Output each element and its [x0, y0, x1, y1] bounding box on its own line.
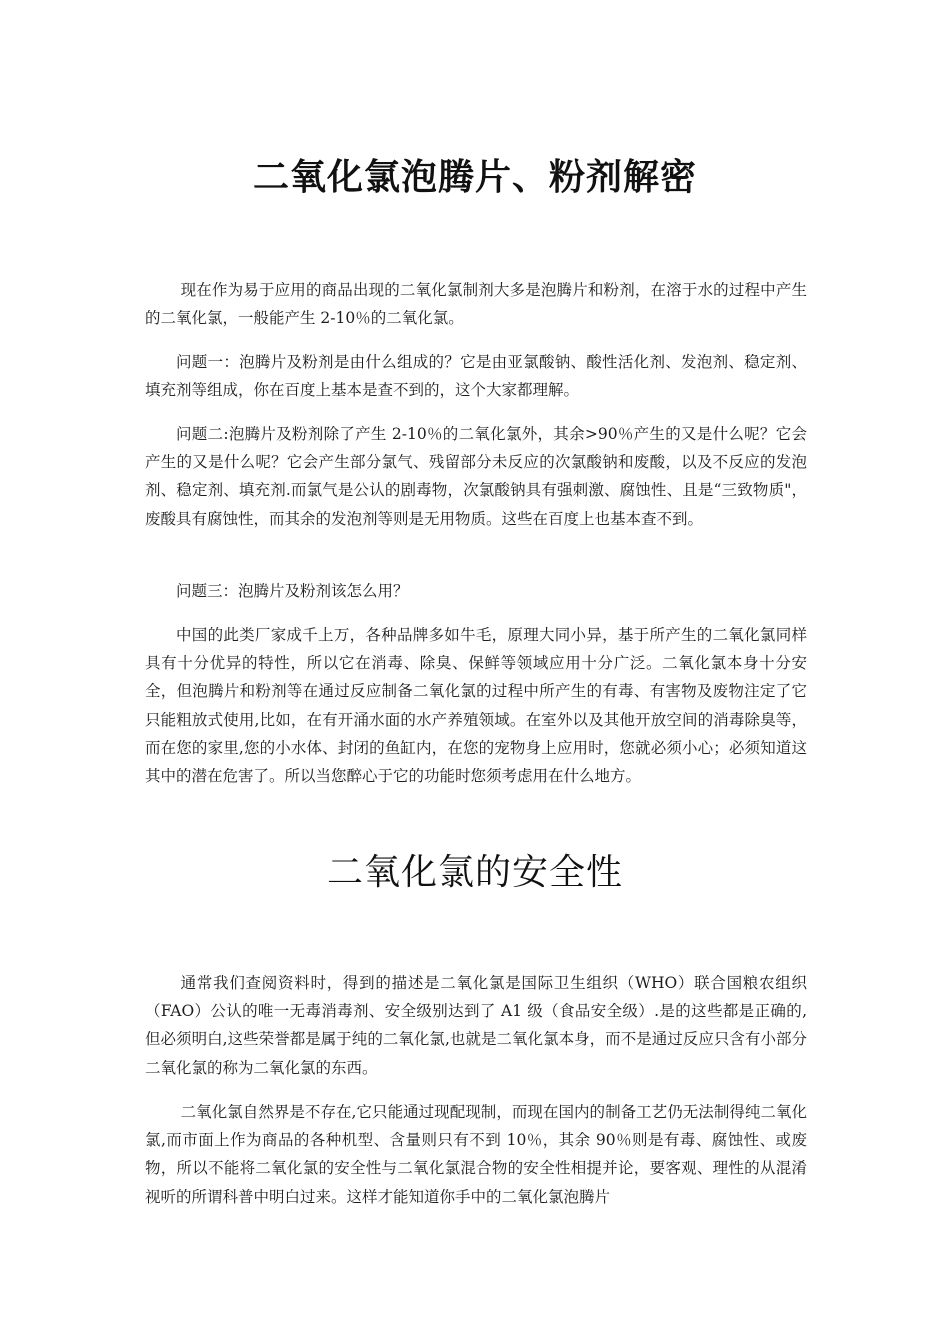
question-three-paragraph: 问题三：泡腾片及粉剂该怎么用？	[176, 582, 409, 600]
safety-paragraph-2: 二氧化氯自然界是不存在,它只能通过现配现制，而现在国内的制备工艺仍无法制得纯二氧化氯,而市面上作为商品的各种机型、含量则只有不到 10％，其余 90％则是有毒、腐蚀性、或废物，所以不能将二氧化氯的安全性与二氧化氯混合物的安全性相提并论，要客观、理性的从混淆视听的所谓科普中明白过来。这样才能知道你手中的二氧化氯泡腾片	[145, 1103, 807, 1206]
intro-paragraph: 现在作为易于应用的商品出现的二氧化氯制剂大多是泡腾片和粉剂，在溶于水的过程中产生的二氧化氯，一般能产生 2-10％的二氧化氯。	[145, 281, 807, 328]
section-title-effervescent: 二氧化氯泡腾片、粉剂解密	[252, 156, 697, 198]
question-two-paragraph: 问题二:泡腾片及粉剂除了产生 2-10％的二氧化氯外，其余>90％产生的又是什么呢？它会产生的又是什么呢？它会产生部分氯气、残留部分未反应的次氯酸钠和废酸，以及不反应的发泡剂、稳定剂、填充剂.而氯气是公认的剧毒物，次氯酸钠具有强刺激、腐蚀性、且是“三致物质"，废酸具有腐蚀性，而其余的发泡剂等则是无用物质。这些在百度上也基本查不到。	[145, 425, 807, 528]
question-one-paragraph: 问题一：泡腾片及粉剂是由什么组成的？它是由亚氯酸钠、酸性活化剂、发泡剂、稳定剂、填充剂等组成，你在百度上基本是查不到的，这个大家都理解。	[145, 353, 807, 400]
section-title-safety: 二氧化氯的安全性	[326, 852, 623, 893]
safety-paragraph-1: 通常我们查阅资料时，得到的描述是二氧化氯是国际卫生组织（WHO）联合国粮农组织（FAO）公认的唯一无毒消毒剂、安全级别达到了 A1 级（食品安全级）.是的这些都是正确的,但必须明白,这些荣誉都是属于纯的二氧化氯,也就是二氧化氯本身，而不是通过反应只含有小部分二氧化氯的称为二氧化氯的东西。	[145, 974, 807, 1077]
usage-paragraph: 中国的此类厂家成千上万，各种品牌多如牛毛，原理大同小异，基于所产生的二氧化氯同样具有十分优异的特性，所以它在消毒、除臭、保鲜等领域应用十分广泛。二氧化氯本身十分安全，但泡腾片和粉剂等在通过反应制备二氧化氯的过程中所产生的有毒、有害物及废物注定了它只能粗放式使用,比如，在有开涌水面的水产养殖领域。在室外以及其他开放空间的消毒除臭等，而在您的家里,您的小水体、封闭的鱼缸内，在您的宠物身上应用时，您就必须小心；必须知道这其中的潜在危害了。所以当您醉心于它的功能时您须考虑用在什么地方。	[145, 626, 807, 786]
